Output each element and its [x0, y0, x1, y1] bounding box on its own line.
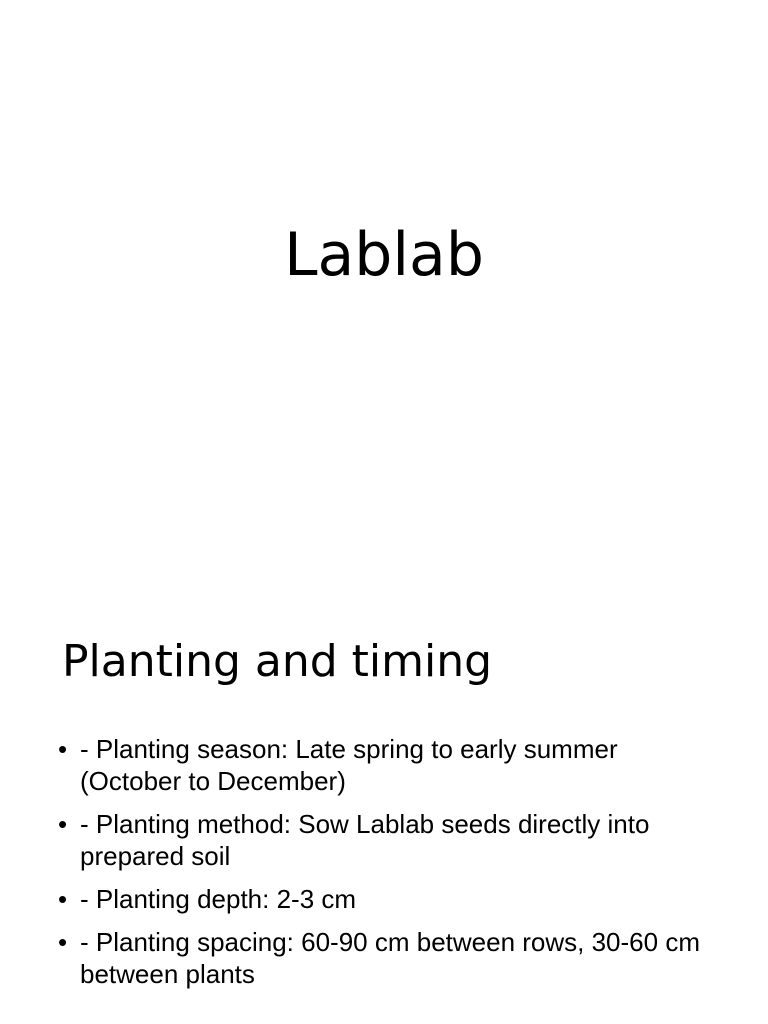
list-item	[58, 808, 708, 872]
bullet-icon: •	[58, 927, 68, 957]
bullet-icon: •	[58, 809, 68, 839]
list-item-text: - Planting depth: 2-3 cm	[80, 884, 357, 914]
page-title: Lablab	[284, 220, 484, 290]
list-item-text: - Planting season: Late spring to early summer (October to December)	[80, 734, 618, 796]
list-item	[58, 733, 708, 797]
list-item	[58, 926, 708, 990]
bullet-list	[58, 733, 708, 1001]
list-item-text: - Planting method: Sow Lablab seeds directly into prepared soil	[80, 809, 650, 871]
list-item	[58, 883, 708, 915]
list-item-text: - Planting spacing: 60-90 cm between rows, 30-60 cm between plants	[80, 927, 700, 989]
bullet-icon: •	[58, 734, 68, 764]
bullet-icon: •	[58, 884, 68, 914]
section-heading: Planting and timing	[62, 636, 493, 687]
